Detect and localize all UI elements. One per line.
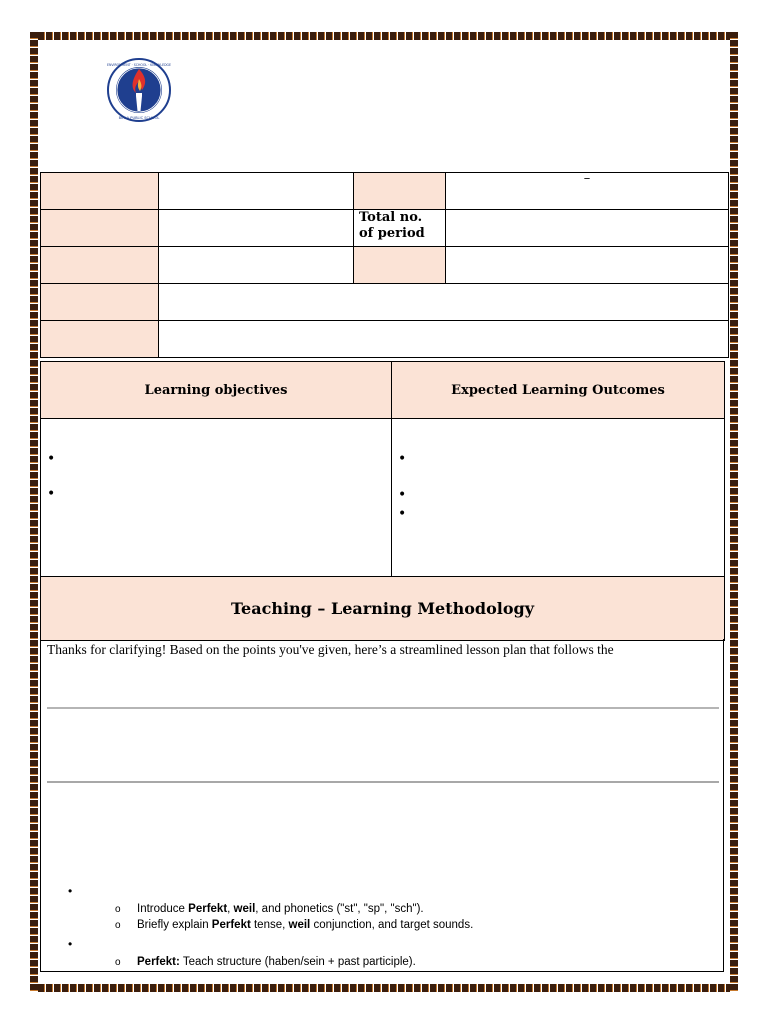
- bullet: •: [398, 487, 407, 503]
- page-border-top: [30, 32, 738, 40]
- box-border-left: [40, 639, 41, 971]
- text: Briefly explain: [137, 919, 212, 931]
- expected-outcomes-heading: Expected Learning Outcomes: [392, 362, 725, 419]
- text: Introduce: [137, 903, 189, 915]
- info-label-cell: [41, 210, 159, 247]
- text: conjunction, and target sounds.: [310, 919, 474, 931]
- text: Teach structure (haben/sein + past participle).: [179, 956, 416, 968]
- info-label-cell: [354, 173, 446, 210]
- info-label-cell: [41, 173, 159, 210]
- info-value-cell: [159, 210, 354, 247]
- info-value-cell: [446, 210, 729, 247]
- horizontal-rule: [47, 781, 719, 783]
- text: ,: [227, 903, 234, 915]
- horizontal-rule: [47, 707, 719, 709]
- lesson-info-table: [40, 172, 729, 358]
- bold-text: weil: [288, 919, 311, 931]
- info-value-cell: [446, 173, 729, 210]
- bold-text: Perfekt:: [137, 956, 180, 968]
- bold-text: weil: [233, 903, 256, 915]
- objectives-table: [40, 361, 725, 580]
- info-value-cell: [446, 247, 729, 284]
- text: tense,: [250, 919, 289, 931]
- methodology-heading: Teaching – Learning Methodology: [40, 576, 725, 641]
- box-border-right: [723, 639, 724, 971]
- svg-text:ENVIRONMENT · SCHOOL · KNOWLED: ENVIRONMENT · SCHOOL · KNOWLEDGE: [106, 63, 172, 67]
- bold-text: Perfekt: [211, 919, 251, 931]
- svg-text:BIRLA PUBLIC SCHOOL: BIRLA PUBLIC SCHOOL: [118, 116, 160, 120]
- page-border-right: [730, 32, 738, 992]
- info-label-cell: [41, 284, 159, 321]
- step-item: [115, 903, 424, 915]
- sub-bullet: o: [115, 904, 121, 915]
- step-item: [115, 919, 473, 931]
- dash-text: –: [583, 171, 591, 186]
- bold-text: Perfekt: [188, 903, 228, 915]
- info-value-cell: [159, 173, 354, 210]
- school-logo: [106, 57, 172, 123]
- outcomes-list: [392, 419, 725, 580]
- bullet: •: [398, 506, 407, 522]
- bullet: •: [398, 451, 407, 467]
- info-value-cell: [159, 247, 354, 284]
- total-periods-label: Total no. of period: [354, 210, 446, 247]
- methodology-intro: Thanks for clarifying! Based on the points you've given, here’s a streamlined lesson plan that follows the: [47, 642, 614, 657]
- info-value-cell: [159, 284, 729, 321]
- info-label-cell: [41, 247, 159, 284]
- objectives-list: [41, 419, 392, 580]
- step-item: [115, 956, 416, 968]
- info-label-cell: [41, 321, 159, 358]
- sub-bullet: o: [115, 920, 121, 931]
- info-value-cell: [159, 321, 729, 358]
- step-bullet: •: [68, 884, 73, 898]
- page-border-bottom: [30, 984, 738, 992]
- step-bullet: •: [68, 937, 73, 951]
- info-label-cell: [354, 247, 446, 284]
- learning-objectives-heading: Learning objectives: [41, 362, 392, 419]
- bullet: •: [47, 486, 56, 502]
- page-border-left: [30, 32, 38, 992]
- sub-bullet: o: [115, 957, 121, 968]
- box-border-bottom: [40, 971, 724, 972]
- text: , and phonetics ("st", "sp", "sch").: [255, 903, 424, 915]
- bullet: •: [47, 451, 56, 467]
